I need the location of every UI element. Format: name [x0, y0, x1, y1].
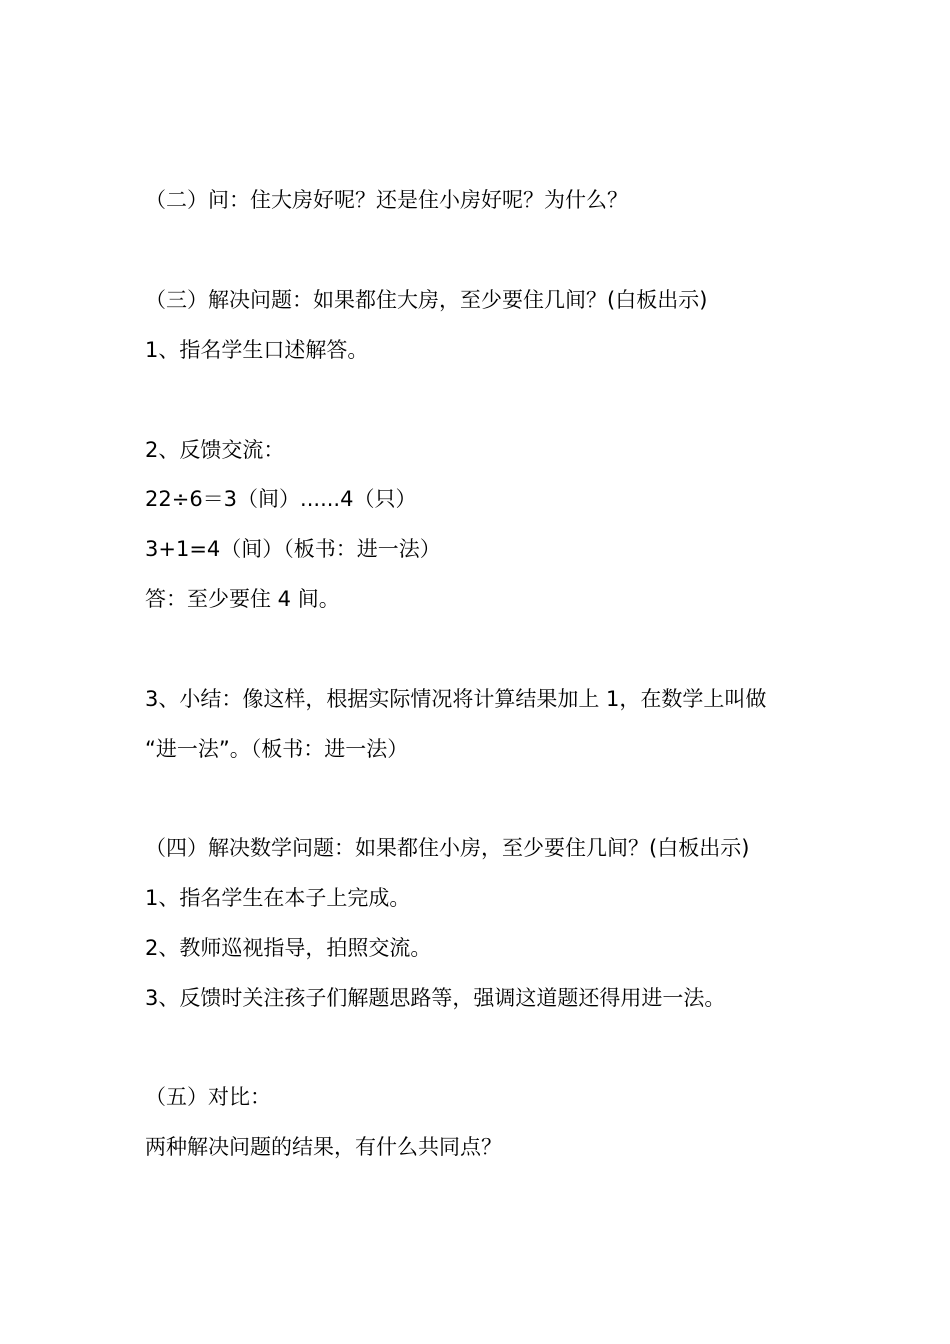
section-3-heading: （三）解决问题：如果都住大房，至少要住几间？(白板出示) — [145, 288, 708, 312]
section-4-step-3: 3、反馈时关注孩子们解题思路等，强调这道题还得用进一法。 — [145, 986, 726, 1010]
section-3-step-1: 1、指名学生口述解答。 — [145, 338, 369, 362]
section-2-question: （二）问：住大房好呢？还是住小房好呢？为什么？ — [145, 188, 628, 212]
section-4-step-1: 1、指名学生在本子上完成。 — [145, 886, 411, 910]
section-4-heading: （四）解决数学问题：如果都住小房，至少要住几间？(白板出示) — [145, 836, 750, 860]
section-3-step-3-continued: “进一法”。（板书：进一法） — [145, 737, 409, 761]
answer-line: 答：至少要住 4 间。 — [145, 587, 340, 611]
section-4-step-2: 2、教师巡视指导，拍照交流。 — [145, 936, 432, 960]
section-5-question: 两种解决问题的结果，有什么共同点？ — [145, 1135, 502, 1159]
equation-division: 22÷6＝3（间）......4（只） — [145, 487, 417, 511]
section-5-heading: （五）对比： — [145, 1085, 271, 1109]
equation-addition: 3+1=4（间）（板书：进一法） — [145, 537, 441, 561]
section-3-step-2: 2、反馈交流： — [145, 438, 285, 462]
section-3-step-3: 3、小结：像这样，根据实际情况将计算结果加上 1，在数学上叫做 — [145, 687, 767, 711]
